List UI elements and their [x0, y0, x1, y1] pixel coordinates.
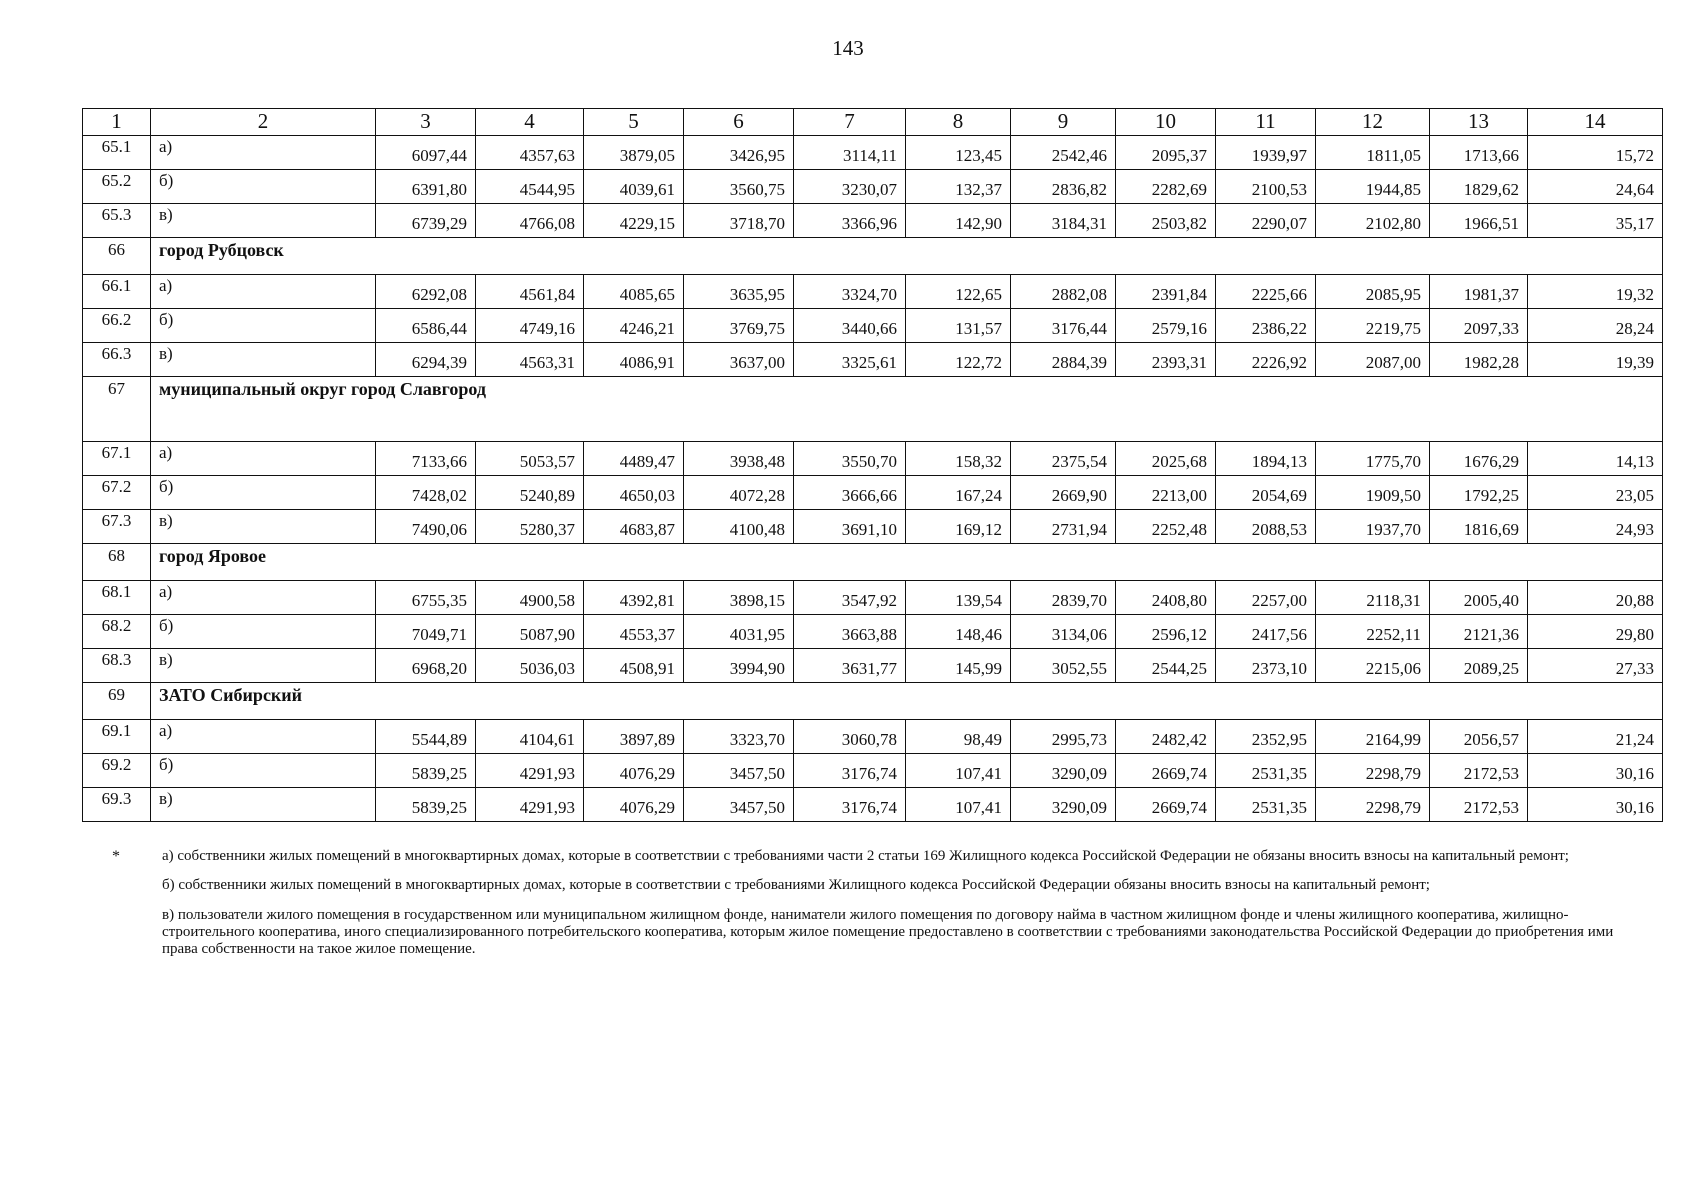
value-cell: 3184,31: [1011, 204, 1116, 238]
value-cell: 1966,51: [1430, 204, 1528, 238]
value-cell: 2884,39: [1011, 343, 1116, 377]
value-cell: 2252,11: [1316, 615, 1430, 649]
value-cell: 2731,94: [1011, 510, 1116, 544]
row-code: 66.3: [83, 343, 151, 377]
row-code: 69.2: [83, 754, 151, 788]
value-cell: 21,24: [1528, 720, 1663, 754]
value-cell: 5839,25: [376, 788, 476, 822]
value-cell: 4031,95: [684, 615, 794, 649]
value-cell: 2252,48: [1116, 510, 1216, 544]
value-cell: 2298,79: [1316, 788, 1430, 822]
table-row: [83, 720, 1663, 754]
row-code: 67.1: [83, 442, 151, 476]
row-label: в): [151, 649, 376, 683]
value-cell: 28,24: [1528, 309, 1663, 343]
value-cell: 2121,36: [1430, 615, 1528, 649]
row-label: в): [151, 343, 376, 377]
value-cell: 3426,95: [684, 136, 794, 170]
value-cell: 23,05: [1528, 476, 1663, 510]
value-cell: 1982,28: [1430, 343, 1528, 377]
value-cell: 3134,06: [1011, 615, 1116, 649]
row-code: 67.2: [83, 476, 151, 510]
value-cell: 3769,75: [684, 309, 794, 343]
value-cell: 2391,84: [1116, 275, 1216, 309]
value-cell: 2088,53: [1216, 510, 1316, 544]
value-cell: 169,12: [906, 510, 1011, 544]
value-cell: 4561,84: [476, 275, 584, 309]
group-name: город Рубцовск: [151, 238, 1663, 275]
value-cell: 122,72: [906, 343, 1011, 377]
value-cell: 3635,95: [684, 275, 794, 309]
table-row: [83, 476, 1663, 510]
value-cell: 1981,37: [1430, 275, 1528, 309]
value-cell: 3323,70: [684, 720, 794, 754]
group-name: ЗАТО Сибирский: [151, 683, 1663, 720]
value-cell: 2164,99: [1316, 720, 1430, 754]
row-label: а): [151, 442, 376, 476]
row-code: 69.1: [83, 720, 151, 754]
value-cell: 5053,57: [476, 442, 584, 476]
row-label: а): [151, 136, 376, 170]
value-cell: 3994,90: [684, 649, 794, 683]
group-row: [83, 544, 1663, 581]
value-cell: 2482,42: [1116, 720, 1216, 754]
footnotes: [112, 848, 1632, 970]
value-cell: 2531,35: [1216, 788, 1316, 822]
table-row: [83, 754, 1663, 788]
value-cell: 4489,47: [584, 442, 684, 476]
value-cell: 3718,70: [684, 204, 794, 238]
value-cell: 2408,80: [1116, 581, 1216, 615]
value-cell: 3290,09: [1011, 788, 1116, 822]
value-cell: 5240,89: [476, 476, 584, 510]
value-cell: 6294,39: [376, 343, 476, 377]
row-label: а): [151, 720, 376, 754]
value-cell: 4104,61: [476, 720, 584, 754]
value-cell: 2531,35: [1216, 754, 1316, 788]
value-cell: 5544,89: [376, 720, 476, 754]
value-cell: 98,49: [906, 720, 1011, 754]
value-cell: 148,46: [906, 615, 1011, 649]
value-cell: 4766,08: [476, 204, 584, 238]
value-cell: 15,72: [1528, 136, 1663, 170]
value-cell: 3176,74: [794, 754, 906, 788]
group-code: 67: [83, 377, 151, 442]
table-row: [83, 309, 1663, 343]
value-cell: 6586,44: [376, 309, 476, 343]
value-cell: 4563,31: [476, 343, 584, 377]
value-cell: 2579,16: [1116, 309, 1216, 343]
value-cell: 3060,78: [794, 720, 906, 754]
value-cell: 2669,74: [1116, 754, 1216, 788]
row-label: в): [151, 510, 376, 544]
footnote-a: а) собственники жилых помещений в многоквартирных домах, которые в соответствии с требованиями части 2 статьи 169 Жилищного кодекса Российской Федерации не обязаны вносить взносы на капитальный ремонт;: [162, 848, 1569, 864]
row-label: в): [151, 788, 376, 822]
value-cell: 2282,69: [1116, 170, 1216, 204]
value-cell: 2085,95: [1316, 275, 1430, 309]
value-cell: 29,80: [1528, 615, 1663, 649]
value-cell: 3324,70: [794, 275, 906, 309]
value-cell: 3052,55: [1011, 649, 1116, 683]
value-cell: 4076,29: [584, 788, 684, 822]
value-cell: 2257,00: [1216, 581, 1316, 615]
value-cell: 142,90: [906, 204, 1011, 238]
value-cell: 7428,02: [376, 476, 476, 510]
table-row: [83, 275, 1663, 309]
table-row: [83, 788, 1663, 822]
value-cell: 3897,89: [584, 720, 684, 754]
value-cell: 107,41: [906, 788, 1011, 822]
row-label: в): [151, 204, 376, 238]
value-cell: 4357,63: [476, 136, 584, 170]
value-cell: 1894,13: [1216, 442, 1316, 476]
value-cell: 30,16: [1528, 754, 1663, 788]
value-cell: 2995,73: [1011, 720, 1116, 754]
value-cell: 139,54: [906, 581, 1011, 615]
table-row: [83, 204, 1663, 238]
value-cell: 2172,53: [1430, 754, 1528, 788]
value-cell: 2089,25: [1430, 649, 1528, 683]
value-cell: 2375,54: [1011, 442, 1116, 476]
table-row: [83, 615, 1663, 649]
value-cell: 3663,88: [794, 615, 906, 649]
row-label: б): [151, 754, 376, 788]
value-cell: 3366,96: [794, 204, 906, 238]
value-cell: 167,24: [906, 476, 1011, 510]
value-cell: 2172,53: [1430, 788, 1528, 822]
column-number: 5: [584, 109, 684, 136]
group-row: [83, 377, 1663, 442]
tariff-table: [82, 108, 1663, 822]
value-cell: 35,17: [1528, 204, 1663, 238]
group-name: муниципальный округ город Славгород: [151, 377, 1663, 442]
value-cell: 2213,00: [1116, 476, 1216, 510]
page-number: 143: [832, 36, 864, 60]
value-cell: 3560,75: [684, 170, 794, 204]
value-cell: 3114,11: [794, 136, 906, 170]
row-code: 69.3: [83, 788, 151, 822]
value-cell: 3666,66: [794, 476, 906, 510]
value-cell: 4076,29: [584, 754, 684, 788]
row-code: 67.3: [83, 510, 151, 544]
value-cell: 1811,05: [1316, 136, 1430, 170]
row-code: 66.2: [83, 309, 151, 343]
value-cell: 6739,29: [376, 204, 476, 238]
value-cell: 4085,65: [584, 275, 684, 309]
value-cell: 1713,66: [1430, 136, 1528, 170]
value-cell: 2025,68: [1116, 442, 1216, 476]
group-row: [83, 238, 1663, 275]
value-cell: 1816,69: [1430, 510, 1528, 544]
value-cell: 2836,82: [1011, 170, 1116, 204]
table-row: [83, 170, 1663, 204]
value-cell: 3879,05: [584, 136, 684, 170]
value-cell: 6097,44: [376, 136, 476, 170]
table-row: [83, 343, 1663, 377]
value-cell: 3691,10: [794, 510, 906, 544]
row-code: 68.1: [83, 581, 151, 615]
value-cell: 4072,28: [684, 476, 794, 510]
column-number: 10: [1116, 109, 1216, 136]
value-cell: 2100,53: [1216, 170, 1316, 204]
value-cell: 123,45: [906, 136, 1011, 170]
column-number: 6: [684, 109, 794, 136]
value-cell: 3637,00: [684, 343, 794, 377]
value-cell: 2215,06: [1316, 649, 1430, 683]
value-cell: 27,33: [1528, 649, 1663, 683]
column-number: 11: [1216, 109, 1316, 136]
value-cell: 1909,50: [1316, 476, 1430, 510]
value-cell: 2219,75: [1316, 309, 1430, 343]
value-cell: 1939,97: [1216, 136, 1316, 170]
value-cell: 3290,09: [1011, 754, 1116, 788]
value-cell: 2225,66: [1216, 275, 1316, 309]
value-cell: 122,65: [906, 275, 1011, 309]
value-cell: 2669,74: [1116, 788, 1216, 822]
column-number: 12: [1316, 109, 1430, 136]
value-cell: 2005,40: [1430, 581, 1528, 615]
row-code: 68.3: [83, 649, 151, 683]
value-cell: 2669,90: [1011, 476, 1116, 510]
value-cell: 4508,91: [584, 649, 684, 683]
group-code: 68: [83, 544, 151, 581]
value-cell: 2596,12: [1116, 615, 1216, 649]
group-code: 66: [83, 238, 151, 275]
value-cell: 3440,66: [794, 309, 906, 343]
column-number-row: [83, 109, 1663, 136]
value-cell: 107,41: [906, 754, 1011, 788]
value-cell: 3457,50: [684, 754, 794, 788]
column-number: 9: [1011, 109, 1116, 136]
value-cell: 1792,25: [1430, 476, 1528, 510]
value-cell: 4900,58: [476, 581, 584, 615]
value-cell: 7049,71: [376, 615, 476, 649]
row-label: б): [151, 309, 376, 343]
value-cell: 3176,74: [794, 788, 906, 822]
value-cell: 4039,61: [584, 170, 684, 204]
row-label: б): [151, 476, 376, 510]
value-cell: 2417,56: [1216, 615, 1316, 649]
value-cell: 131,57: [906, 309, 1011, 343]
row-label: б): [151, 615, 376, 649]
value-cell: 2056,57: [1430, 720, 1528, 754]
value-cell: 4392,81: [584, 581, 684, 615]
value-cell: 24,93: [1528, 510, 1663, 544]
row-label: а): [151, 581, 376, 615]
value-cell: 4683,87: [584, 510, 684, 544]
value-cell: 2298,79: [1316, 754, 1430, 788]
value-cell: 3898,15: [684, 581, 794, 615]
value-cell: 4086,91: [584, 343, 684, 377]
value-cell: 5087,90: [476, 615, 584, 649]
value-cell: 4100,48: [684, 510, 794, 544]
group-code: 69: [83, 683, 151, 720]
value-cell: 4749,16: [476, 309, 584, 343]
value-cell: 2290,07: [1216, 204, 1316, 238]
value-cell: 2095,37: [1116, 136, 1216, 170]
value-cell: 3938,48: [684, 442, 794, 476]
value-cell: 1775,70: [1316, 442, 1430, 476]
value-cell: 6292,08: [376, 275, 476, 309]
footnote-c: в) пользователи жилого помещения в государственном или муниципальном жилищном фонде, наниматели жилого помещения по договору найма в частном жилищном фонде и члены жилищного кооператива, жилищно-строительного кооператива, иного специализированного потребительского кооператива, которым жилое помещение предоставлено в соответствии с требованиями законодательства Российской Федерации до приобретения ими права собственности на такое жилое помещение.: [162, 906, 1614, 957]
group-row: [83, 683, 1663, 720]
value-cell: 2386,22: [1216, 309, 1316, 343]
table-row: [83, 510, 1663, 544]
value-cell: 5036,03: [476, 649, 584, 683]
value-cell: 2393,31: [1116, 343, 1216, 377]
column-number: 13: [1430, 109, 1528, 136]
value-cell: 30,16: [1528, 788, 1663, 822]
value-cell: 3631,77: [794, 649, 906, 683]
value-cell: 5280,37: [476, 510, 584, 544]
table-row: [83, 136, 1663, 170]
column-number: 2: [151, 109, 376, 136]
value-cell: 19,32: [1528, 275, 1663, 309]
column-number: 14: [1528, 109, 1663, 136]
value-cell: 1944,85: [1316, 170, 1430, 204]
row-code: 68.2: [83, 615, 151, 649]
row-label: б): [151, 170, 376, 204]
value-cell: 2226,92: [1216, 343, 1316, 377]
row-label: а): [151, 275, 376, 309]
value-cell: 145,99: [906, 649, 1011, 683]
value-cell: 5839,25: [376, 754, 476, 788]
value-cell: 3230,07: [794, 170, 906, 204]
footnote-marker: *: [112, 848, 120, 865]
value-cell: 1676,29: [1430, 442, 1528, 476]
value-cell: 2544,25: [1116, 649, 1216, 683]
value-cell: 19,39: [1528, 343, 1663, 377]
value-cell: 24,64: [1528, 170, 1663, 204]
column-number: 7: [794, 109, 906, 136]
value-cell: 7133,66: [376, 442, 476, 476]
value-cell: 4291,93: [476, 788, 584, 822]
table-row: [83, 581, 1663, 615]
column-number: 1: [83, 109, 151, 136]
value-cell: 3325,61: [794, 343, 906, 377]
value-cell: 2097,33: [1430, 309, 1528, 343]
value-cell: 3176,44: [1011, 309, 1116, 343]
value-cell: 3547,92: [794, 581, 906, 615]
value-cell: 1937,70: [1316, 510, 1430, 544]
value-cell: 6755,35: [376, 581, 476, 615]
value-cell: 4650,03: [584, 476, 684, 510]
value-cell: 2102,80: [1316, 204, 1430, 238]
table-row: [83, 442, 1663, 476]
column-number: 4: [476, 109, 584, 136]
value-cell: 2839,70: [1011, 581, 1116, 615]
row-code: 65.3: [83, 204, 151, 238]
value-cell: 6391,80: [376, 170, 476, 204]
value-cell: 3550,70: [794, 442, 906, 476]
value-cell: 4553,37: [584, 615, 684, 649]
footnote-b: б) собственники жилых помещений в многоквартирных домах, которые в соответствии с требованиями Жилищного кодекса Российской Федерации обязаны вносить взносы на капитальный ремонт;: [162, 877, 1430, 894]
value-cell: 4229,15: [584, 204, 684, 238]
value-cell: 4246,21: [584, 309, 684, 343]
value-cell: 2882,08: [1011, 275, 1116, 309]
value-cell: 14,13: [1528, 442, 1663, 476]
table-row: [83, 649, 1663, 683]
row-code: 65.2: [83, 170, 151, 204]
value-cell: 2054,69: [1216, 476, 1316, 510]
column-number: 8: [906, 109, 1011, 136]
value-cell: 132,37: [906, 170, 1011, 204]
column-number: 3: [376, 109, 476, 136]
value-cell: 7490,06: [376, 510, 476, 544]
value-cell: 3457,50: [684, 788, 794, 822]
value-cell: 1829,62: [1430, 170, 1528, 204]
value-cell: 20,88: [1528, 581, 1663, 615]
value-cell: 6968,20: [376, 649, 476, 683]
value-cell: 2118,31: [1316, 581, 1430, 615]
group-name: город Яровое: [151, 544, 1663, 581]
value-cell: 4544,95: [476, 170, 584, 204]
value-cell: 2542,46: [1011, 136, 1116, 170]
row-code: 65.1: [83, 136, 151, 170]
value-cell: 2373,10: [1216, 649, 1316, 683]
value-cell: 2087,00: [1316, 343, 1430, 377]
value-cell: 2503,82: [1116, 204, 1216, 238]
value-cell: 2352,95: [1216, 720, 1316, 754]
row-code: 66.1: [83, 275, 151, 309]
value-cell: 4291,93: [476, 754, 584, 788]
value-cell: 158,32: [906, 442, 1011, 476]
